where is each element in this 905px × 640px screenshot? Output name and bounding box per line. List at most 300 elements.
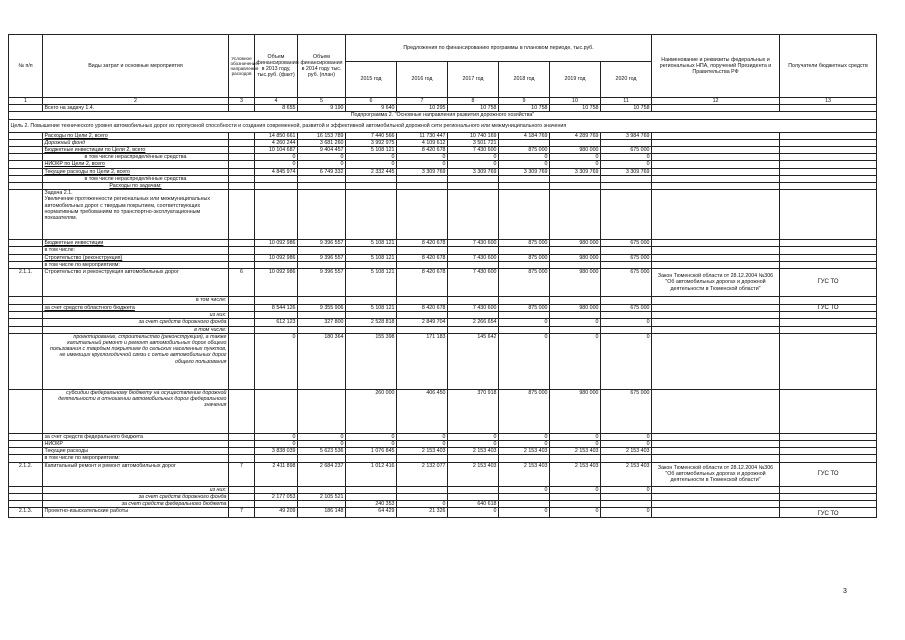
value-cell: 0 (397, 433, 448, 440)
code-cell (229, 305, 255, 312)
value-cell: 0 (346, 441, 397, 448)
row-label: в том числе нераспределённые средства (43, 175, 229, 182)
value-cell (499, 326, 550, 333)
value-cell: 980 000 (550, 240, 601, 247)
value-cell: 0 (397, 501, 448, 508)
code-cell (229, 247, 255, 254)
value-cell: 0 (601, 161, 652, 168)
recipient-cell (780, 183, 877, 190)
row-label: за счет средств областного бюджета (43, 305, 229, 312)
value-cell (346, 175, 397, 182)
value-cell: 10 758 (550, 105, 601, 112)
value-cell: 3 681 260 (298, 139, 346, 146)
value-cell: 980 000 (550, 389, 601, 433)
num-cell (9, 190, 43, 240)
value-cell: 10 092 986 (255, 240, 298, 247)
num-cell (9, 247, 43, 254)
npa-cell (652, 254, 780, 261)
value-cell: 10 092 986 (255, 254, 298, 261)
table-row (9, 455, 877, 462)
code-cell (229, 261, 255, 268)
value-cell: 0 (346, 154, 397, 161)
value-cell: 5 108 121 (346, 305, 397, 312)
value-cell (255, 297, 298, 305)
num-cell (9, 254, 43, 261)
task-title: Задача 2.1. (44, 190, 73, 197)
table-row (9, 448, 877, 455)
value-cell (397, 493, 448, 500)
value-cell (550, 297, 601, 305)
value-cell: 9 404 457 (298, 147, 346, 154)
value-cell: 64 429 (346, 508, 397, 518)
value-cell: 675 000 (601, 269, 652, 297)
table-row (9, 154, 877, 161)
value-cell (298, 175, 346, 182)
recipient-cell (780, 240, 877, 247)
value-cell: 2 411 898 (255, 462, 298, 486)
value-cell (448, 183, 499, 190)
value-cell: 3 501 721 (448, 139, 499, 146)
row-label: Расходы по Цели 2, всего (43, 132, 229, 139)
recipient-cell (780, 175, 877, 182)
value-cell: 0 (601, 333, 652, 389)
code-cell (229, 147, 255, 154)
measure-number: 2.1.2. (9, 462, 43, 486)
value-cell: 675 000 (601, 254, 652, 261)
table-row (9, 247, 877, 254)
value-cell: 2 153 403 (448, 448, 499, 455)
value-cell (448, 312, 499, 319)
index-cell: 12 (652, 98, 780, 105)
value-cell: 2 266 654 (448, 319, 499, 326)
num-cell (9, 105, 43, 112)
recipient-cell (780, 441, 877, 448)
num-cell (9, 132, 43, 139)
empty-cell (298, 190, 346, 240)
value-cell: 5 108 121 (346, 269, 397, 297)
npa-cell (652, 493, 780, 500)
header-direction-code: Условное обозначение направления расходов (229, 35, 255, 98)
header-num: № п/п (9, 35, 43, 98)
value-cell: 0 (346, 161, 397, 168)
header-year: 2018 год (499, 62, 550, 98)
npa-cell (652, 486, 780, 493)
value-cell: 1 012 416 (346, 462, 397, 486)
value-cell (346, 312, 397, 319)
value-cell: 7 430 600 (448, 147, 499, 154)
table-row (9, 168, 877, 175)
value-cell (298, 183, 346, 190)
goal-title: Цель 2. Повышение технического уровня автомобильных дорог их пропускной способности и создания современной, развитой и эффективной автомобильной дорожной сети регионального или межмуниципального значения (9, 119, 877, 132)
code-cell (229, 161, 255, 168)
npa-cell (652, 175, 780, 182)
value-cell: 3 992 975 (346, 139, 397, 146)
value-cell (255, 455, 298, 462)
value-cell: 9 396 557 (298, 254, 346, 261)
value-cell (346, 247, 397, 254)
value-cell: 0 (550, 433, 601, 440)
value-cell: 875 000 (499, 147, 550, 154)
value-cell: 0 (499, 441, 550, 448)
value-cell: 640 618 (448, 501, 499, 508)
value-cell: 10 092 986 (255, 269, 298, 297)
npa-cell (652, 261, 780, 268)
value-cell: 5 623 536 (298, 448, 346, 455)
value-cell (346, 493, 397, 500)
table-body (9, 98, 877, 518)
code-cell (229, 168, 255, 175)
value-cell: 2 528 818 (346, 319, 397, 326)
num-cell (9, 139, 43, 146)
value-cell (550, 312, 601, 319)
value-cell (499, 297, 550, 305)
value-cell (550, 183, 601, 190)
table-row (9, 319, 877, 326)
value-cell (397, 175, 448, 182)
value-cell: 875 000 (499, 240, 550, 247)
num-cell (9, 147, 43, 154)
value-cell: 980 000 (550, 147, 601, 154)
value-cell: 49 209 (255, 508, 298, 518)
value-cell: 4 260 244 (255, 139, 298, 146)
measure-code: 7 (229, 462, 255, 486)
value-cell: 7 430 600 (448, 269, 499, 297)
value-cell: 8 420 678 (397, 240, 448, 247)
value-cell: 875 000 (499, 389, 550, 433)
value-cell (346, 183, 397, 190)
value-cell: 0 (346, 433, 397, 440)
index-cell: 11 (601, 98, 652, 105)
code-cell (229, 297, 255, 305)
value-cell (298, 261, 346, 268)
budget-table (8, 34, 877, 518)
code-cell (229, 254, 255, 261)
goal-row (9, 119, 877, 132)
recipient-cell: ГУС ТО (780, 508, 877, 518)
header-2013-fact: Объем финансирования в 2013 году, тыс.руб. (факт) (255, 35, 298, 98)
value-cell: 0 (255, 154, 298, 161)
value-cell: 980 000 (550, 305, 601, 312)
task-row (9, 190, 877, 240)
npa-cell (652, 161, 780, 168)
table-row (9, 441, 877, 448)
code-cell (229, 105, 255, 112)
row-label: Текущие расходы (43, 448, 229, 455)
value-cell (298, 326, 346, 333)
value-cell: 0 (448, 433, 499, 440)
value-cell (255, 261, 298, 268)
npa-law: Закон Тюменской области от 28.12.2004 №306 "Об автомобильных дорогах и дорожной деятельности в Тюменской области" (652, 269, 780, 297)
value-cell (601, 493, 652, 500)
budget-table-sheet (8, 34, 876, 518)
value-cell: 7 430 600 (448, 240, 499, 247)
task-block (43, 190, 229, 240)
value-cell: 0 (397, 154, 448, 161)
value-cell (397, 455, 448, 462)
value-cell: 9 355 906 (298, 305, 346, 312)
num-cell (9, 333, 43, 389)
table-row (9, 175, 877, 182)
index-cell: 4 (255, 98, 298, 105)
code-cell (229, 240, 255, 247)
recipient-cell (780, 501, 877, 508)
value-cell: 8 420 678 (397, 305, 448, 312)
value-cell: 0 (550, 441, 601, 448)
value-cell (255, 326, 298, 333)
table-row (9, 161, 877, 168)
value-cell: 10 758 (499, 105, 550, 112)
index-cell: 10 (550, 98, 601, 105)
value-cell: 5 108 121 (346, 147, 397, 154)
measure-label: Проектно-изыскательские работы (43, 508, 229, 518)
header-year: 2016 год (397, 62, 448, 98)
value-cell: 10 758 (601, 105, 652, 112)
header-plan-group: Предложения по финансированию программы в плановом периоде, тыс.руб. (346, 35, 652, 62)
value-cell: 3 838 039 (255, 448, 298, 455)
recipient-cell (780, 261, 877, 268)
code-cell (229, 139, 255, 146)
header-year: 2020 год (601, 62, 652, 98)
code-cell (229, 433, 255, 440)
value-cell: 0 (448, 441, 499, 448)
measure-number: 2.1.3. (9, 508, 43, 518)
value-cell: 675 000 (601, 305, 652, 312)
subsidy-row (9, 389, 877, 433)
empty-cell (652, 190, 780, 240)
value-cell: 0 (255, 441, 298, 448)
value-cell (255, 486, 298, 493)
value-cell: 875 000 (499, 269, 550, 297)
num-cell (9, 154, 43, 161)
npa-cell (652, 312, 780, 319)
value-cell (397, 247, 448, 254)
value-cell (601, 501, 652, 508)
value-cell (550, 493, 601, 500)
row-label: Строительство (реконструкция) (43, 254, 229, 261)
value-cell (601, 183, 652, 190)
value-cell: 2 153 403 (550, 462, 601, 486)
npa-cell (652, 183, 780, 190)
recipient-cell (780, 319, 877, 326)
value-cell (255, 389, 298, 433)
table-row (9, 486, 877, 493)
value-cell: 8 420 678 (397, 254, 448, 261)
value-cell: 10 295 (397, 105, 448, 112)
value-cell: 675 000 (601, 240, 652, 247)
value-cell (346, 297, 397, 305)
value-cell: 0 (255, 161, 298, 168)
value-cell: 6 749 332 (298, 168, 346, 175)
value-cell: 2 332 445 (346, 168, 397, 175)
num-cell (9, 493, 43, 500)
index-cell: 1 (9, 98, 43, 105)
value-cell (550, 247, 601, 254)
value-cell: 0 (298, 161, 346, 168)
row-label: субсидии федеральному бюджету на осуществление дорожной деятельности в отношении автомобильных дорог федерального значения (43, 389, 229, 433)
value-cell (298, 501, 346, 508)
value-cell: 8 420 678 (397, 269, 448, 297)
empty-cell (229, 190, 255, 240)
value-cell: 0 (601, 154, 652, 161)
num-cell (9, 326, 43, 333)
index-cell: 2 (43, 98, 229, 105)
npa-cell (652, 132, 780, 139)
value-cell (255, 312, 298, 319)
value-cell (448, 261, 499, 268)
npa-cell (652, 305, 780, 312)
empty-cell (601, 190, 652, 240)
value-cell (499, 183, 550, 190)
row-label: из них: (43, 486, 229, 493)
measure-code: 6 (229, 269, 255, 297)
npa-cell (652, 147, 780, 154)
value-cell (499, 261, 550, 268)
value-cell: 2 153 403 (601, 448, 652, 455)
table-row (9, 305, 877, 312)
table-row (9, 132, 877, 139)
recipient-cell: ГУС ТО (780, 305, 877, 312)
index-cell: 7 (397, 98, 448, 105)
npa-cell (652, 441, 780, 448)
value-cell (601, 326, 652, 333)
measure-row-2-1-3 (9, 508, 877, 518)
num-cell (9, 441, 43, 448)
value-cell (499, 247, 550, 254)
value-cell: 2 153 403 (397, 448, 448, 455)
measure-label: Строительство и реконструкция автомобильных дорог (43, 269, 229, 297)
num-cell (9, 486, 43, 493)
value-cell: 0 (550, 161, 601, 168)
value-cell: 0 (499, 508, 550, 518)
value-cell: 0 (499, 433, 550, 440)
row-label: Всего на задачу 1.4. (43, 105, 229, 112)
empty-cell (499, 190, 550, 240)
value-cell: 4 184 769 (499, 132, 550, 139)
value-cell (601, 455, 652, 462)
header-year: 2019 год (550, 62, 601, 98)
header-2014-plan: Объем финансирования в 2014 году тыс. руб. (план) (298, 35, 346, 98)
value-cell (298, 486, 346, 493)
row-label: Бюджетные инвестиции по Цели 2, всего (43, 147, 229, 154)
value-cell: 2 153 403 (499, 448, 550, 455)
npa-cell (652, 154, 780, 161)
value-cell: 7 440 566 (346, 132, 397, 139)
empty-cell (550, 190, 601, 240)
value-cell (346, 326, 397, 333)
row-label: за счет средств федерального бюджета (43, 501, 229, 508)
code-cell (229, 455, 255, 462)
value-cell: 327 800 (298, 319, 346, 326)
recipient-cell (780, 333, 877, 389)
value-cell (346, 261, 397, 268)
index-cell: 9 (499, 98, 550, 105)
index-cell: 13 (780, 98, 877, 105)
value-cell: 0 (255, 333, 298, 389)
value-cell: 9 396 557 (298, 269, 346, 297)
value-cell: 0 (448, 154, 499, 161)
value-cell (601, 247, 652, 254)
value-cell (255, 183, 298, 190)
code-cell (229, 319, 255, 326)
code-cell (229, 486, 255, 493)
value-cell: 0 (601, 441, 652, 448)
value-cell: 0 (499, 333, 550, 389)
npa-cell (652, 501, 780, 508)
value-cell (499, 501, 550, 508)
value-cell (550, 139, 601, 146)
npa-cell (652, 297, 780, 305)
table-row (9, 147, 877, 154)
row-label: в том числе: (43, 247, 229, 254)
value-cell (255, 247, 298, 254)
empty-cell (448, 190, 499, 240)
value-cell: 0 (448, 508, 499, 518)
table-row (9, 183, 877, 190)
value-cell: 980 000 (550, 254, 601, 261)
value-cell (397, 486, 448, 493)
task-description: Увеличение протяженности региональных или межмуниципальных автомобильных дорог с твердым покрытием, соответствующих нормативным требованиям по транспортно-эксплуатационным показателям. (44, 196, 211, 222)
value-cell: 675 000 (601, 389, 652, 433)
value-cell (601, 139, 652, 146)
value-cell: 0 (550, 154, 601, 161)
value-cell: 2 849 704 (397, 319, 448, 326)
code-cell (229, 326, 255, 333)
value-cell (550, 261, 601, 268)
value-cell: 675 000 (601, 147, 652, 154)
npa-cell (652, 433, 780, 440)
value-cell (255, 175, 298, 182)
recipient-cell (780, 486, 877, 493)
num-cell (9, 261, 43, 268)
value-cell: 4 109 612 (397, 139, 448, 146)
recipient-cell (780, 132, 877, 139)
npa-cell (652, 247, 780, 254)
npa-cell (652, 326, 780, 333)
value-cell: 0 (499, 154, 550, 161)
value-cell: 0 (298, 433, 346, 440)
value-cell: 0 (601, 433, 652, 440)
value-cell (255, 501, 298, 508)
header-year: 2015 год (346, 62, 397, 98)
npa-cell (652, 105, 780, 112)
value-cell: 2 153 403 (448, 462, 499, 486)
row-label: в том числе по мероприятиям: (43, 261, 229, 268)
table-row (9, 501, 877, 508)
value-cell: 7 430 600 (448, 305, 499, 312)
value-cell: 0 (298, 441, 346, 448)
recipient-cell (780, 312, 877, 319)
npa-law: Закон Тюменской области от 28.12.2004 №306 "Об автомобильных дорогах и дорожной деятельности в Тюменской области" (652, 462, 780, 486)
recipient-cell (780, 493, 877, 500)
value-cell (550, 175, 601, 182)
value-cell: 9 190 (298, 105, 346, 112)
value-cell (397, 312, 448, 319)
value-cell: 2 153 403 (601, 462, 652, 486)
value-cell: 10 104 687 (255, 147, 298, 154)
value-cell: 980 000 (550, 269, 601, 297)
value-cell: 4 289 769 (550, 132, 601, 139)
table-row (9, 139, 877, 146)
value-cell: 180 364 (298, 333, 346, 389)
code-cell (229, 389, 255, 433)
value-cell: 3 984 769 (601, 132, 652, 139)
value-cell: 0 (397, 441, 448, 448)
value-cell (499, 455, 550, 462)
value-cell (298, 247, 346, 254)
code-cell (229, 333, 255, 389)
code-cell (229, 448, 255, 455)
value-cell: 3 309 769 (448, 168, 499, 175)
